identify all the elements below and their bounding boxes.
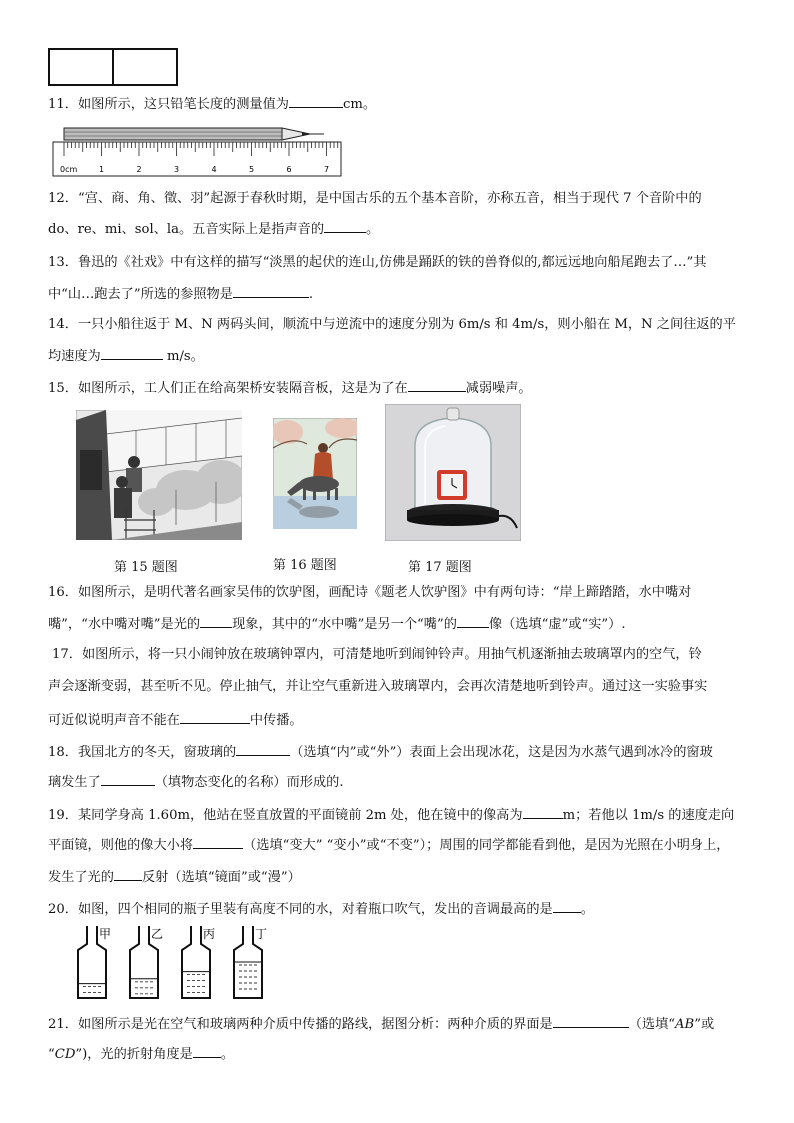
question-21-line-2: “CD”)，光的折射角度是 。 <box>48 1044 234 1064</box>
bottles-figure <box>76 922 286 1004</box>
blank-21a <box>553 1014 629 1028</box>
alarm-clock-icon <box>437 470 467 500</box>
ruler-tick-label: 3 <box>174 165 180 174</box>
blank-18b <box>101 772 155 786</box>
blank-11 <box>289 94 343 108</box>
question-15: 15．如图所示，工人们正在给高架桥安装隔音板，这是为了在 减弱噪声。 <box>48 378 532 398</box>
question-16-line-1: 16．如图所示，是明代著名画家吴伟的饮驴图，画配诗《题老人饮驴图》中有两句诗：“岸上蹄踏踏，水中嘴对 <box>48 585 692 600</box>
question-19-line-2: 平面镜，则他的像大小将 （选填“变大” “变小”或“不变”）；周围的同学都能看到他，是因为光照在小明身上， <box>48 835 729 855</box>
bottle-label: 丙 <box>203 927 216 941</box>
question-12-line-2: do、re、mi、sol、la。五音实际上是指声音的 。 <box>48 219 379 239</box>
question-13-line-1: 13．鲁迅的《社戏》中有这样的描写“淡黑的起伏的连山,仿佛是踊跃的铁的兽脊似的,都远远地向船尾跑去了…”其 <box>48 255 707 270</box>
water-fill <box>80 984 104 996</box>
blank-15 <box>408 378 466 392</box>
blank-18a <box>236 742 290 756</box>
ruler-tick-label: 5 <box>249 165 255 174</box>
question-17-line-1: 17．如图所示，将一只小闹钟放在玻璃钟罩内，可清楚地听到闹钟铃声。用抽气机逐渐抽去玻璃罩内的空气，铃 <box>52 647 702 662</box>
figure-15-overpass-workers-photo <box>76 410 242 540</box>
question-19-line-1: 19．某同学身高 1.60m，他站在竖直放置的平面镜前 2m 处，他在镜中的像高为 m；若他以 1m/s 的速度走向 <box>48 805 734 825</box>
blank-20 <box>553 899 581 913</box>
ruler-tick-label: 6 <box>286 165 292 174</box>
figure-17-bell-jar-photo <box>385 404 521 541</box>
question-18-line-1: 18．我国北方的冬天，窗玻璃的 （选填“内”或“外”）表面上会出现冰花，这是因为水蒸气遇到冰冷的窗玻 <box>48 742 713 762</box>
pencil-icon <box>64 128 324 140</box>
bottle-label: 甲 <box>99 927 112 941</box>
question-12-line-1: 12．“宫、商、角、徵、羽”起源于春秋时期，是中国古乐的五个基本音阶，亦称五音，相当于现代 7 个音阶中的 <box>48 191 702 206</box>
blank-14 <box>101 346 163 360</box>
question-21-line-1: 21．如图所示是光在空气和玻璃两种介质中传播的路线，据图分析：两种介质的界面是 （选填“AB”或 <box>48 1014 714 1034</box>
blank-13 <box>233 284 309 298</box>
question-14-line-2: 均速度为 m/s。 <box>48 346 204 366</box>
question-19-line-3: 发生了光的 反射（选填“镜面”或“漫”） <box>48 867 301 887</box>
question-16-line-2: 嘴”，“水中嘴对嘴”是光的 现象，其中的“水中嘴”是另一个“嘴”的 像（选填“虚”或“实”）. <box>48 614 626 634</box>
question-18-line-2: 璃发生了 （填物态变化的名称）而形成的. <box>48 772 344 792</box>
ruler-tick-label: 4 <box>211 165 217 174</box>
question-13-line-2: 中“山…跑去了”所选的参照物是 . <box>48 284 313 304</box>
pencil-ruler-figure <box>52 122 344 178</box>
question-17-line-3: 可近似说明声音不能在 中传播。 <box>48 710 303 730</box>
bottle-1 <box>78 926 111 998</box>
blank-19c <box>114 867 142 881</box>
bottle-4 <box>234 926 267 998</box>
ruler-zero-label: 0cm <box>60 165 78 174</box>
bottle-2 <box>130 926 163 998</box>
bottle-label: 乙 <box>151 927 164 941</box>
blank-16b <box>457 614 489 628</box>
bottle-label: 丁 <box>255 927 268 941</box>
figure-17-caption: 第 17 题图 <box>408 560 472 575</box>
blank-21b <box>193 1044 221 1058</box>
blank-16a <box>200 614 232 628</box>
blank-17 <box>180 710 250 724</box>
question-11: 11．如图所示，这只铅笔长度的测量值为 cm。 <box>48 94 376 114</box>
question-14-line-1: 14．一只小船往返于 M、N 两码头间，顺流中与逆流中的速度分别为 6m/s 和 4m/s，则小船在 M，N 之间往返的平 <box>48 317 736 332</box>
ruler-tick-label: 1 <box>99 165 105 174</box>
answer-boxes <box>48 48 178 86</box>
question-17-line-2: 声会逐渐变弱，甚至听不见。停止抽气，并让空气重新进入玻璃罩内，会再次清楚地听到铃声。通过这一实验事实 <box>48 679 708 694</box>
blank-19a <box>523 805 563 819</box>
blank-12 <box>324 219 366 233</box>
ruler-tick-label: 7 <box>324 165 330 174</box>
figure-15-caption: 第 15 题图 <box>114 560 178 575</box>
water-fill <box>236 962 260 996</box>
bottle-3 <box>182 926 215 998</box>
blank-19b <box>193 835 243 849</box>
ruler-tick-label: 2 <box>136 165 142 174</box>
question-20: 20．如图，四个相同的瓶子里装有高度不同的水，对着瓶口吹气，发出的音调最高的是 。 <box>48 899 594 919</box>
figure-16-caption: 第 16 题图 <box>273 558 337 573</box>
figure-16-donkey-painting <box>273 418 357 529</box>
